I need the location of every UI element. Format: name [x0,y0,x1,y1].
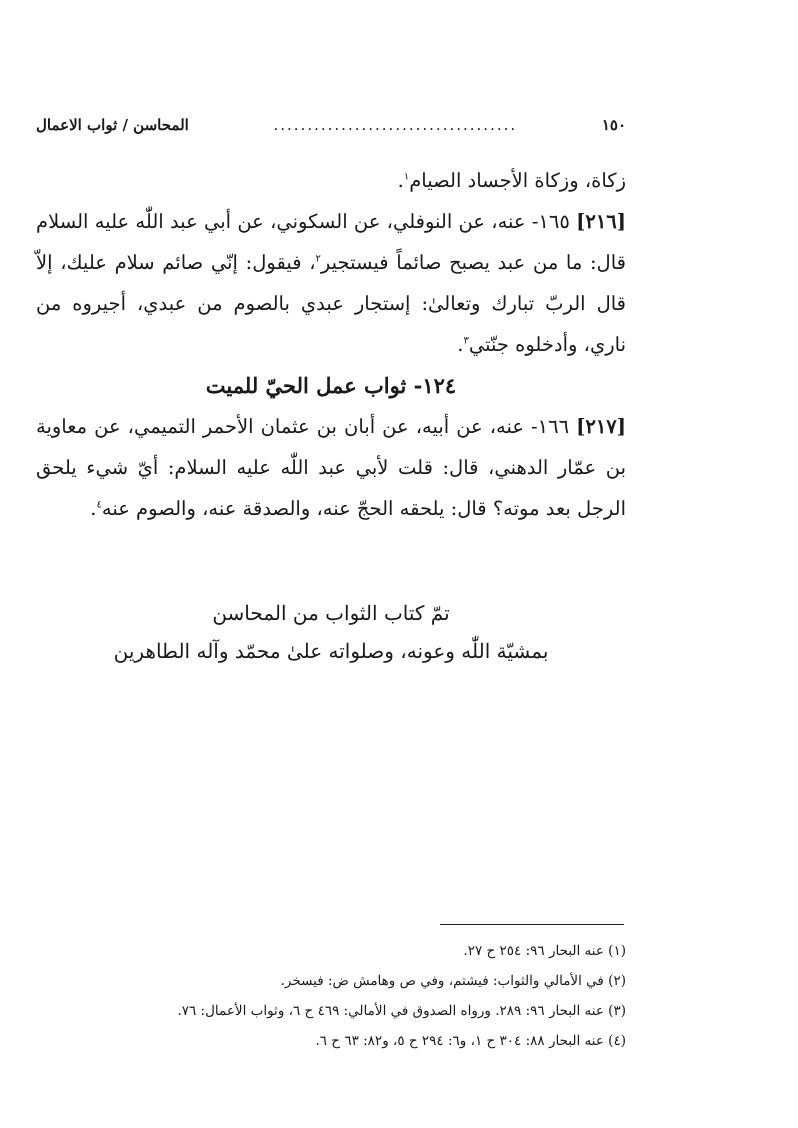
footnote-divider [440,924,624,925]
text-line: زكاة، وزكاة الأجساد الصيام$^١$. [397,169,626,192]
hadith-217: [٢١٧] ١٦٦- عنه، عن أبيه، عن أبان بن عثمان الأحمر التميمي، عن معاوية بن عمّار الدهني، قال: قلت لأبي عبد اللّٰه عليه السلام: أيّ شيء يلحق الرجل بعد موته؟ قال: يلحقه الحجّ عنه، والصدقة عنه، والصوم عنه$^٤$. [36,415,626,520]
hadith-text: ١٦٦- عنه، عن أبيه، عن أبان بن عثمان الأحمر التميمي، عن معاوية بن عمّار الدهني، قال: قلت لأبي عبد اللّٰه عليه السلام: أيّ شيء يلحق الرجل بعد موته؟ قال: يلحقه الحجّ عنه، والصدقة عنه، والصوم عنه [36,415,626,520]
hadith-text: ١٦٥- عنه، عن النوفلي، عن السكوني، عن أبي عبد اللّٰه عليه السلام قال: ما من عبد يصبح صائماً فيستجير [36,210,626,274]
colophon-line: تمّ كتاب الثواب من المحاسن [212,601,450,625]
footnote: (٣) عنه البحار ٩٦: ٢٨٩. ورواه الصدوق في الأمالي: ٤٦٩ ح ٦، وثواب الأعمال: ٧٦. [177,1003,626,1019]
hadith-number: [٢١٦] [576,210,626,233]
footnote: (٤) عنه البحار ٨٨: ٣٠٤ ح ١، و٦: ٢٩٤ ح ٥، و٨٢: ٦٣ ح ٦. [315,1033,626,1049]
line-text: زكاة، وزكاة الأجساد الصيام [409,169,626,192]
hadith-text: ، فيقول: إنّي صائم سلام عليك، إلاّ قال الربّ تبارك وتعالىٰ: إستجار عبدي بالصوم من عبدي، أجيروه من ناري، وأدخلوه جنّتي [36,251,626,356]
main-text [36,160,626,529]
footnote-ref: ١ [403,171,410,183]
running-title: المحاسن / ثواب الاعمال [36,116,189,134]
footnote: (٢) في الأمالي والثواب: فيشتم، وفي ص وهامش ض: فيسخر. [280,973,626,989]
hadith-216: [٢١٦] ١٦٥- عنه، عن النوفلي، عن السكوني، عن أبي عبد اللّٰه عليه السلام قال: ما من عبد يصبح صائماً فيستجير$^٢$، فيقول: إنّي صائم سلام عليك، إلاّ قال الربّ تبارك وتعالىٰ: إستجار عبدي بالصوم من عبدي، أجيروه من ناري، وأدخلوه جنّتي$^٣$. [36,210,626,356]
header-leader-dots: .................................... [273,116,518,134]
page-number: ١٥٠ [601,116,626,134]
footnotes [36,936,626,1056]
footnote-ref: ٢ [315,253,321,265]
footnote: (١) عنه البحار ٩٦: ٢٥٤ ح ٢٧. [463,943,626,959]
colophon-line: بمشيّة اللّٰه وعونه، وصلواته علىٰ محمّد وآله الطاهرين [113,639,549,663]
footnote-ref: ٤ [96,499,102,511]
section-heading: ١٢٤- ثواب عمل الحيّ للميت [205,373,457,398]
footnote-ref: ٣ [463,335,469,347]
running-header [36,112,626,138]
hadith-number: [٢١٧] [576,415,626,438]
colophon [36,594,626,670]
